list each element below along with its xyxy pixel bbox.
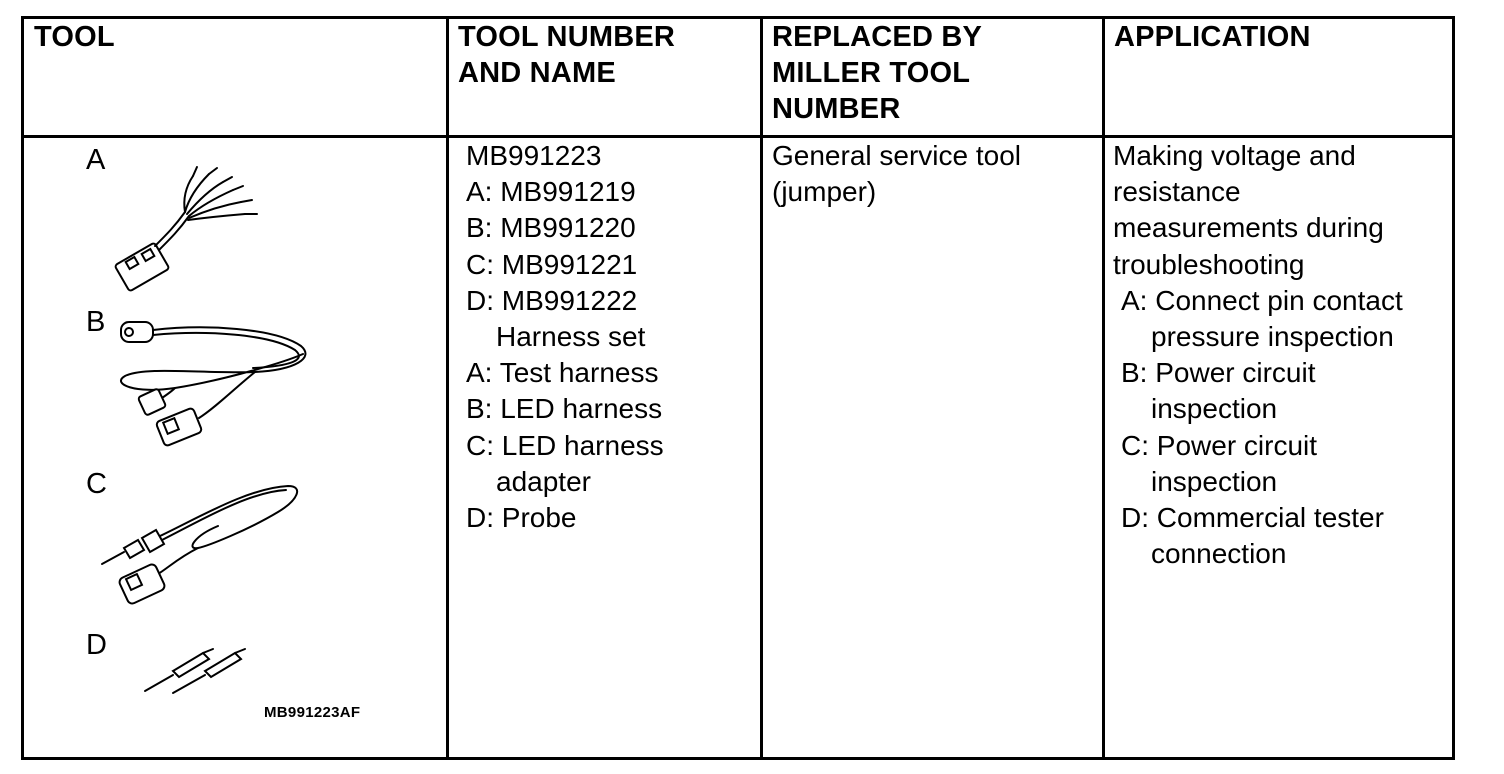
tool-number-list — [466, 138, 664, 536]
application-line: inspection — [1151, 465, 1278, 497]
tool-number-line: A: MB991219 — [466, 176, 636, 208]
replaced-by-line: General service tool — [772, 140, 1022, 171]
tool-number-line: D: Probe — [466, 502, 577, 534]
application-line: troubleshooting — [1113, 248, 1305, 280]
tool-number-line: C: LED harness — [466, 429, 664, 461]
tool-number-line: B: MB991220 — [466, 212, 636, 244]
tool-number-line: Harness set — [496, 321, 646, 353]
figure-code-label: MB991223AF — [264, 704, 361, 721]
tool-number-line: adapter — [496, 465, 591, 497]
header-replaced-by-miller-tool-number: REPLACED BY MILLER TOOL NUMBER — [772, 21, 983, 125]
application-line: measurements during — [1113, 212, 1384, 244]
tool-letter-a: A — [86, 144, 106, 176]
tool-number-line: MB991223 — [466, 140, 602, 171]
tool-letter-b: B — [86, 306, 106, 338]
application-line: C: Power circuit — [1121, 429, 1318, 461]
header-tool: TOOL — [34, 21, 115, 53]
application-line: resistance — [1113, 176, 1241, 208]
tool-number-line: C: MB991221 — [466, 248, 638, 280]
table-bottom-border — [21, 757, 1455, 760]
replaced-by-text — [772, 138, 1021, 210]
column-divider-3 — [1102, 16, 1105, 760]
application-line: D: Commercial tester — [1121, 502, 1384, 534]
application-text — [1113, 138, 1403, 572]
application-line: pressure inspection — [1151, 321, 1394, 353]
application-line: B: Power circuit — [1121, 357, 1316, 389]
application-line: Making voltage and — [1113, 140, 1356, 171]
tool-letter-c: C — [86, 468, 107, 500]
table-left-border — [21, 16, 24, 760]
tool-number-line: A: Test harness — [466, 357, 659, 389]
led-harness-drawing — [115, 318, 315, 450]
test-harness-drawing — [105, 160, 265, 295]
table-right-border — [1452, 16, 1455, 760]
tool-number-line: D: MB991222 — [466, 284, 638, 316]
application-line: connection — [1151, 538, 1287, 570]
led-harness-adapter-drawing — [98, 478, 303, 608]
application-line: inspection — [1151, 393, 1278, 425]
column-divider-2 — [760, 16, 763, 760]
tool-number-line: B: LED harness — [466, 393, 663, 425]
header-application: APPLICATION — [1114, 21, 1311, 53]
probe-drawing — [143, 645, 248, 695]
column-divider-1 — [446, 16, 449, 760]
application-line: A: Connect pin contact — [1121, 284, 1403, 316]
tool-letter-d: D — [86, 629, 107, 661]
replaced-by-line: (jumper) — [772, 176, 877, 208]
header-tool-number-and-name: TOOL NUMBER AND NAME — [458, 21, 676, 89]
